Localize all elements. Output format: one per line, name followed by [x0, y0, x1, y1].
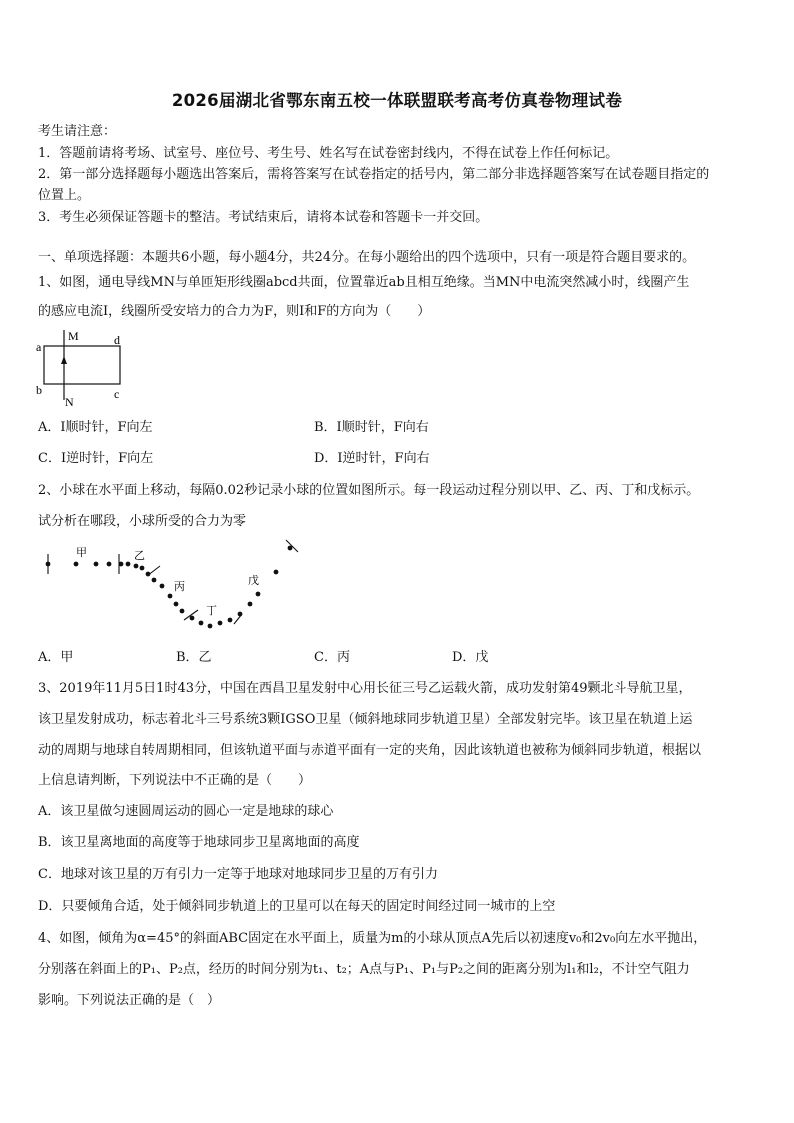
notice-heading: 考生请注意：: [38, 124, 117, 139]
label-d: d: [114, 333, 120, 347]
notice-item-2: 2．第一部分选择题每小题选出答案后，需将答案写在试卷指定的括号内，第二部分非选择题答案写在试卷题目指定的: [38, 167, 710, 182]
q4-stem-line2: 分别落在斜面上的P₁、P₂点，经历的时间分别为t₁、t₂；A点与P₁、P₁与P₂之间的距离分别为l₁和l₂，不计空气阻力: [38, 962, 690, 977]
q3-stem-line3: 动的周期与地球自转周期相同，但该轨道平面与赤道平面有一定的夹角，因此该轨道也被称为倾斜同步轨道，根据以: [38, 743, 702, 758]
q3-option-b: B．该卫星离地面的高度等于地球同步卫星离地面的高度: [38, 835, 360, 850]
q3-option-c: C．地球对该卫星的万有引力一定等于地球对地球同步卫星的万有引力: [38, 867, 438, 882]
notice-item-2-cont: 位置上。: [38, 188, 91, 203]
label-a: a: [36, 340, 42, 354]
q3-stem-line4: 上信息请判断，下列说法中不正确的是（ ）: [38, 773, 312, 788]
q2-option-d: D．戊: [452, 650, 489, 665]
q1-option-d: D．I逆时针，F向右: [314, 451, 430, 466]
q4-stem-line3: 影响。下列说法正确的是（ ）: [38, 993, 221, 1008]
q3-option-d: D．只要倾角合适，处于倾斜同步轨道上的卫星可以在每天的固定时间经过同一城市的上空: [38, 899, 556, 914]
q1-stem-line2: 的感应电流I，线圈所受安培力的合力为F，则I和F的方向为（ ）: [38, 304, 431, 319]
q3-stem-line2: 该卫星发射成功，标志着北斗三号系统3颗IGSO卫星（倾斜地球同步轨道卫星）全部发射完毕。该卫星在轨道上运: [38, 712, 693, 727]
q2-option-a: A．甲: [38, 650, 74, 665]
label-bing: 丙: [174, 580, 185, 593]
q2-stem-line1: 2、小球在水平面上移动，每隔0.02秒记录小球的位置如图所示。每一段运动过程分别以甲、乙、丙、丁和戊标示。: [38, 483, 700, 498]
coil-rectangle: [44, 346, 120, 384]
label-m: M: [68, 329, 79, 343]
q3-stem-line1: 3、2019年11月5日1时43分，中国在西昌卫星发射中心用长征三号乙运载火箭，成功发射第49颗北斗导航卫星，: [38, 681, 692, 696]
label-b: b: [36, 383, 42, 397]
label-ding: 丁: [206, 604, 217, 617]
section-heading: 一、单项选择题：本题共6小题，每小题4分，共24分。在每小题给出的四个选项中，只有一项是符合题目要求的。: [38, 250, 696, 265]
q1-coil-figure: [34, 326, 134, 408]
q1-option-c: C．I逆时针，F向左: [38, 451, 154, 466]
label-jia: 甲: [76, 546, 87, 559]
notice-item-1: 1．答题前请将考场、试室号、座位号、考生号、姓名写在试卷密封线内，不得在试卷上作任何标记。: [38, 146, 619, 161]
q3-option-a: A．该卫星做匀速圆周运动的圆心一定是地球的球心: [38, 804, 334, 819]
q1-option-b: B．I顺时针，F向右: [314, 420, 429, 435]
q4-stem-line1: 4、如图，倾角为α=45°的斜面ABC固定在水平面上，质量为m的小球从顶点A先后以初速度v₀和2v₀向左水平抛出，: [38, 931, 707, 946]
label-c: c: [114, 387, 120, 401]
current-arrow-icon: [61, 356, 67, 364]
q1-stem-line1: 1、如图，通电导线MN与单匝矩形线圈abcd共面，位置靠近ab且相互绝缘。当MN中电流突然减小时，线圈产生: [38, 275, 690, 290]
label-wu: 戊: [248, 574, 259, 587]
page-title: 2026届湖北省鄂东南五校一体联盟联考高考仿真卷物理试卷: [171, 91, 623, 110]
q2-stem-line2: 试分析在哪段，小球所受的合力为零: [38, 514, 247, 529]
label-yi: 乙: [134, 549, 145, 562]
notice-item-3: 3．考生必须保证答题卡的整洁。考试结束后，请将本试卷和答题卡一并交回。: [38, 210, 489, 225]
label-n: N: [65, 395, 74, 408]
q2-motion-figure: [36, 536, 316, 636]
q2-option-b: B．乙: [176, 650, 212, 665]
q1-option-a: A．I顺时针，F向左: [38, 420, 153, 435]
q2-option-c: C．丙: [314, 650, 350, 665]
